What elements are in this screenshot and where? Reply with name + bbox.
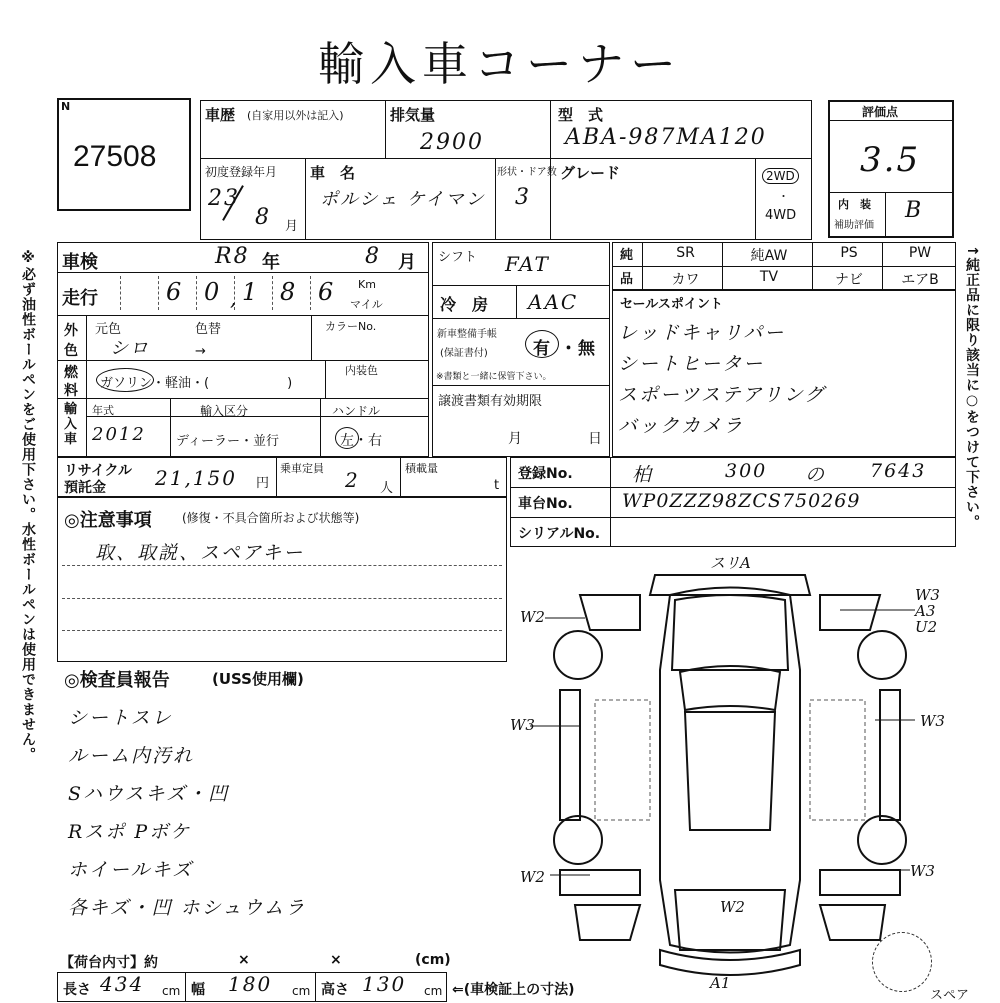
color-orig-label: 元色 [95,322,122,337]
mileage-comma: , [230,286,239,310]
damage-mark: W3 [920,712,945,730]
inspector-line: シートスレ [68,707,173,729]
history-note: (自家用以外は記入) [247,109,344,122]
handle-label: ハンドル [332,404,381,418]
score-value: 3.5 [860,140,921,180]
first-reg-month: 8 [255,205,271,230]
damage-mark: W3 [910,862,935,880]
genuine-divider [882,242,883,266]
inspection-month: 8 [365,244,381,269]
spare-tire-icon [872,932,932,992]
genuine-option: SR [676,245,695,261]
genuine-option: PW [908,245,932,261]
genuine-label-2: 品 [620,272,634,287]
inspector-line: ルーム内汚れ [68,745,195,767]
damage-mark: スリA [710,554,751,572]
damage-mark: A1 [710,974,731,990]
inspection-year-unit: 年 [262,252,280,273]
mileage-digit: 8 [280,278,298,306]
color-side-1: 外 [64,323,78,339]
color-side-2: 色 [64,343,78,359]
right-side-note: ↑純正品に限り該当に○をつけて下さい。 [964,245,980,530]
genuine-divider [812,242,813,266]
cargo-x2: × [330,952,342,968]
displacement-value: 2900 [420,130,484,155]
color-arrow: → [195,344,206,359]
first-reg-label: 初度登録年月 [205,165,278,179]
chassis-label: 車台No. [518,496,573,512]
registration-kana: の [805,464,827,486]
color-value: シロ [110,338,150,359]
mileage-digit: 6 [166,278,184,306]
shift-label: シフト [438,250,478,265]
dims-height-value: 130 [362,972,407,996]
load-label: 積載量 [405,462,438,475]
car-name-label: 車 名 [310,164,356,182]
dims-note: ⇐(車検証上の寸法) [452,982,575,998]
fuel-options: ガソリン・軽油・( ) [100,376,293,391]
spare-label: スペア [930,988,970,1003]
genuine-option: ナビ [835,272,863,288]
color-change-label: 色替 [195,322,222,337]
inspection-month-unit: 月 [398,252,416,273]
capacity-value: 2 [345,468,360,492]
genuine-divider [812,266,813,290]
history-label: 車歴 [205,106,236,124]
dims-length-label: 長さ [63,982,91,998]
notes-sub: (修復・不具合箇所および状態等) [182,511,360,525]
import-side: 輸入車 [64,402,78,447]
registration-class: 300 [725,460,768,482]
lot-box [57,98,191,211]
ac-label: 冷 房 [440,295,489,314]
sales-point-item: バックカメラ [618,415,745,437]
doors-label: 形状・ドア数 [497,167,557,178]
handle-left-circle [335,427,359,449]
interior-label-2: 補助評価 [834,220,874,231]
damage-mark: W3 [510,716,535,734]
inspector-line: 各キズ・凹 ホシュウムラ [68,897,307,919]
recycle-label-1: リサイクル [64,463,133,479]
sales-point-item: レッドキャリパー [618,322,786,344]
fuel-side-1: 燃 [64,365,78,381]
drive-2wd: 2WD [762,168,799,184]
mileage-unit-km: Km [358,278,376,291]
load-unit: t [494,478,500,493]
import-class-value: ディーラー・並行 [176,434,279,449]
genuine-divider [722,242,723,266]
maintenance-label-1: 新車整備手帳 [437,329,497,340]
registration-number: 7643 [870,460,927,482]
maintenance-note: ※書類と一緒に保管下さい。 [436,372,552,382]
shift-value: FAT [505,252,550,276]
dims-length-value: 434 [100,972,145,996]
dims-height-label: 高さ [321,982,349,998]
notes-line: 取、取説、スペアキー [95,542,305,564]
transfer-day: 日 [588,431,602,447]
registration-place: 柏 [632,464,654,486]
maintenance-no: 無 [578,339,595,359]
cargo-x1: × [238,952,250,968]
registration-label: 登録No. [518,466,573,482]
damage-mark: U2 [915,618,938,636]
drive-4wd: 4WD [765,208,797,223]
sales-point-item: シートヒーター [618,353,765,375]
interior-value: B [905,198,924,223]
inspector-line: ホイールキズ [68,859,194,881]
first-reg-month-unit: 月 [285,219,299,234]
sales-point-label: セールスポイント [620,297,723,312]
score-label: 評価点 [862,105,899,119]
grade-label: グレード [560,164,621,182]
recycle-label-2: 預託金 [64,480,106,496]
cargo-unit: (cm) [415,952,451,968]
mileage-digit: 0 [204,278,222,306]
fuel-interior-color-label: 内装色 [345,364,378,377]
transfer-month: 月 [508,431,522,447]
genuine-divider [882,266,883,290]
genuine-option: TV [759,269,779,285]
dims-width-unit: cm [292,984,311,998]
inspection-label: 車検 [62,252,98,273]
model-value: ABA-987MA120 [565,125,767,150]
maintenance-label-2: (保証書付) [440,348,488,359]
damage-mark: W2 [720,898,745,916]
genuine-option: カワ [671,272,700,288]
page-title: 輸入車コーナー [318,37,682,91]
damage-mark: A3 [915,602,936,620]
interior-label-1: 内 装 [838,198,871,211]
transfer-label: 譲渡書類有効期限 [438,394,543,409]
capacity-unit: 人 [380,481,394,496]
inspector-label: ◎検査員報告 [64,670,170,691]
drive-dot: ・ [778,190,789,203]
handle-value: 左・右 [340,433,382,449]
car-name-value: ポルシェ ケイマン [320,189,486,210]
mileage-label: 走行 [62,288,98,309]
left-side-note: ※必ず油性ボールペンをご使用下さい。水性ボールペンは使用できません。 [20,250,36,762]
cargo-label: 【荷台内寸】約 [60,955,158,971]
import-class-label: 輸入区分 [200,404,249,418]
displacement-label: 排気量 [390,106,436,124]
damage-mark: W3 [915,586,940,604]
ac-value: AAC [528,290,579,314]
inspector-line: Sハウスキズ・凹 [68,783,230,805]
maintenance-yes-circle [525,330,559,358]
genuine-option: PS [840,245,858,261]
color-no-label: カラーNo. [325,320,377,333]
serial-label: シリアルNo. [518,526,601,542]
genuine-option: 純AW [750,248,788,264]
car-damage-diagram [500,550,960,990]
first-reg-year: 23 [208,186,240,211]
doors-value: 3 [515,185,531,210]
dims-width-value: 180 [228,972,273,996]
fuel-side-2: 料 [64,383,78,399]
sales-point-item: スポーツステアリング [618,384,826,406]
dims-height-unit: cm [424,984,443,998]
import-year-value: 2012 [92,424,146,445]
mileage-digit-cell [120,276,156,310]
import-year-label: 年式 [92,404,114,417]
capacity-label: 乗車定員 [280,462,324,475]
maintenance-dot: ・ [560,339,577,359]
genuine-option: エアB [901,272,939,288]
recycle-unit: 円 [256,476,270,491]
inspection-year: R8 [215,244,250,269]
mileage-unit-mile: マイル [350,298,383,311]
genuine-label-1: 純 [620,248,634,263]
dims-width-label: 幅 [191,982,205,998]
recycle-value: 21,150 [155,466,237,490]
mileage-digit: 6 [318,278,336,306]
inspector-sub: (USS使用欄) [212,670,304,688]
lot-label: N [61,100,71,113]
maintenance-yes: 有 [533,339,550,359]
lot-number: 27508 [73,140,157,173]
damage-mark: W2 [520,868,545,886]
damage-mark: W2 [520,608,545,626]
mileage-digit: 1 [242,278,260,306]
model-label: 型 式 [558,106,604,124]
dims-length-unit: cm [162,984,181,998]
fuel-gasoline-circle [96,368,154,392]
notes-label: ◎注意事項 [64,510,152,531]
genuine-divider [722,266,723,290]
chassis-value: WP0ZZZ98ZCS750269 [622,490,861,512]
inspector-line: Rスポ Pボケ [68,821,192,843]
